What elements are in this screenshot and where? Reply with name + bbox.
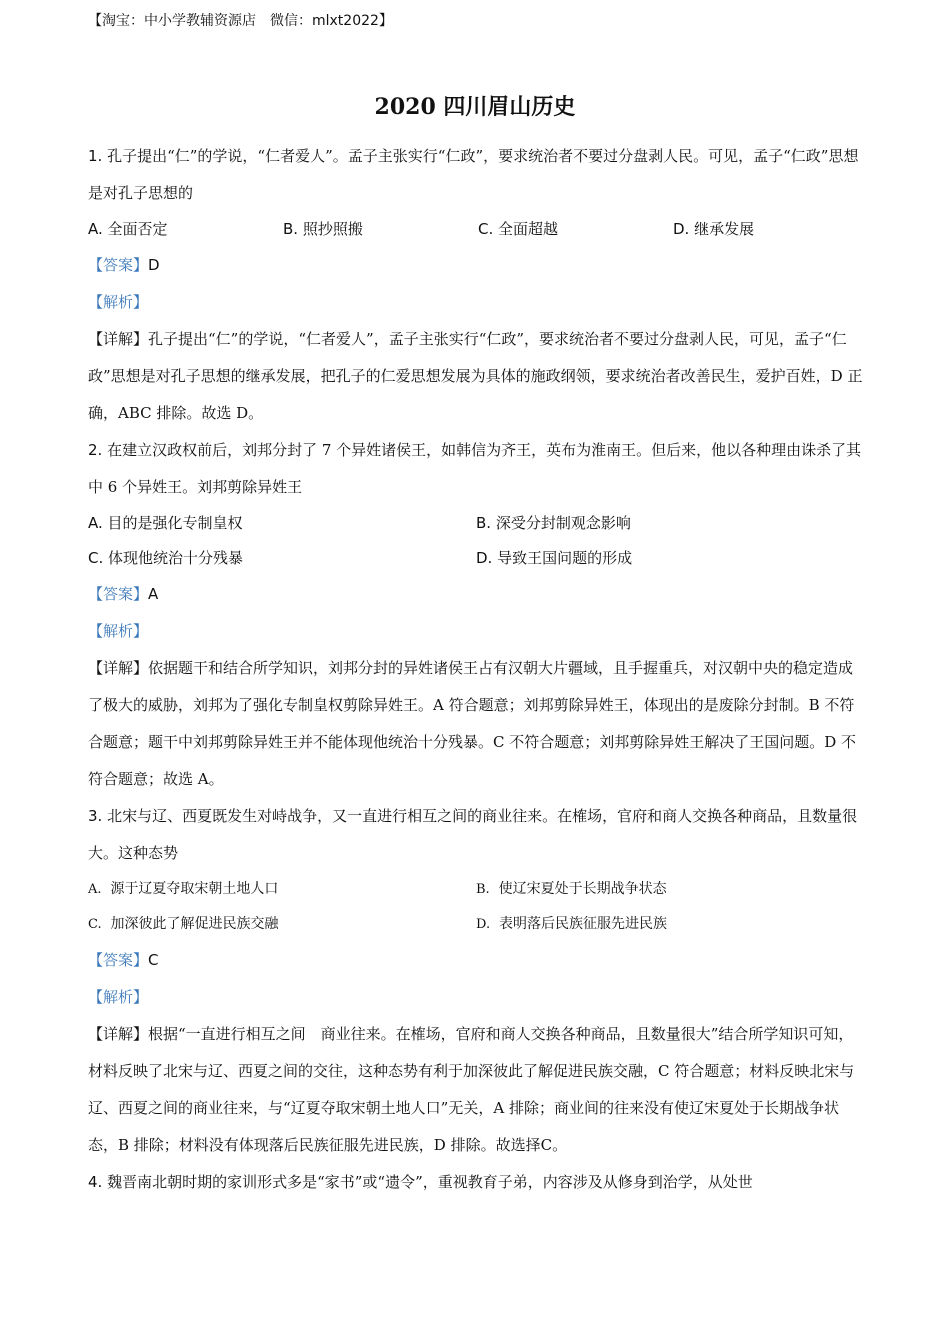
question-text: 北宋与辽、西夏既发生对峙战争，又一直进行相互之间的商业往来。在榷场，官府和商人交换各种商品，且数量很大。这种态势 [88,807,858,862]
analysis-tag: 【解析】 [88,293,149,311]
detail-paragraph [88,321,868,432]
option-d: D. 继承发展 [673,220,755,238]
options-row-1 [88,872,868,907]
option-a: A. 源于辽夏夺取宋朝土地人口 [88,881,279,897]
question-2 [88,432,868,798]
question-stem [88,432,868,506]
source-header: 【淘宝：中小学教辅资源店 微信：mlxt2022】 [88,13,393,29]
option-b: B. 照抄照搬 [283,220,363,238]
detail-text: 依据题干和结合所学知识，刘邦分封的异姓诸侯王占有汉朝大片疆域，且手握重兵，对汉朝中央的稳定造成了极大的威胁，刘邦为了强化专制皇权剪除异姓王。A 符合题意；刘邦剪除异姓王，体现出的是废除分封制。B 不符合题意；题干中刘邦剪除异姓王并不能体现他统治十分残暴。C 不符合题意；刘邦剪除异姓王解决了王国问题。D 不符合题意；故选 A。 [88,659,857,788]
analysis-line [88,284,868,321]
answer-tag: 【答案】 [88,951,149,969]
question-number: 2. [88,441,103,459]
analysis-tag: 【解析】 [88,988,149,1006]
answer-line [88,942,868,979]
question-1 [88,138,868,432]
question-text: 在建立汉政权前后，刘邦分封了 7 个异姓诸侯王，如韩信为齐王，英布为淮南王。但后来，他以各种理由诛杀了其中 6 个异姓王。刘邦剪除异姓王 [88,441,862,496]
option-b: B. 使辽宋夏处于长期战争状态 [476,881,667,897]
detail-tag: 【详解】 [88,659,149,677]
question-text: 孔子提出“仁”的学说，“仁者爱人”。孟子主张实行“仁政”，要求统治者不要过分盘剥人民。可见，孟子“仁政”思想是对孔子思想的 [88,147,859,202]
detail-paragraph [88,650,868,798]
answer-line [88,247,868,284]
option-b: B. 深受分封制观念影响 [476,514,631,532]
options-row-2 [88,541,868,576]
options-row-2 [88,907,868,942]
answer-line [88,576,868,613]
option-a: A. 全面否定 [88,220,168,238]
detail-paragraph [88,1016,868,1164]
analysis-line [88,979,868,1016]
option-c: C. 体现他统治十分残暴 [88,549,244,567]
detail-tag: 【详解】 [88,330,149,348]
document-body [88,138,868,1201]
question-stem [88,798,868,872]
detail-text: 孔子提出“仁”的学说，“仁者爱人”，孟子主张实行“仁政”，要求统治者不要过分盘剥人民，可见，孟子“仁政”思想是对孔子思想的继承发展，把孔子的仁爱思想发展为具体的施政纲领，要求统治者改善民生，爱护百姓，D 正确，ABC 排除。故选 D。 [88,330,863,422]
detail-tag: 【详解】 [88,1025,149,1043]
options [88,212,868,247]
analysis-tag: 【解析】 [88,622,149,640]
answer-value: D [148,256,160,274]
option-a: A. 目的是强化专制皇权 [88,514,243,532]
question-stem [88,1164,868,1201]
detail-text: 根据“一直进行相互之间 商业往来。在榷场，官府和商人交换各种商品，且数量很大”结合所学知识可知，材料反映了北宋与辽、西夏之间的交往，这种态势有利于加深彼此了解促进民族交融，C 符合题意；材料反映北宋与辽、西夏之间的商业往来，与“辽夏夺取宋朝土地人口”无关，A 排除；商业间的往来没有使辽宋夏处于长期战争状态，B 排除；材料没有体现落后民族征服先进民族，D 排除。故选择C。 [88,1025,855,1154]
option-c: C. 加深彼此了解促进民族交融 [88,916,279,932]
question-stem [88,138,868,212]
question-3 [88,798,868,1164]
answer-tag: 【答案】 [88,585,149,603]
option-d: D. 导致王国问题的形成 [476,549,633,567]
question-text: 魏晋南北朝时期的家训形式多是“家书”或“遗令”，重视教育子弟，内容涉及从修身到治学，从处世 [107,1173,753,1191]
question-number: 1. [88,147,103,165]
question-4 [88,1164,868,1201]
analysis-line [88,613,868,650]
option-c: C. 全面超越 [478,220,559,238]
question-number: 3. [88,807,103,825]
option-d: D. 表明落后民族征服先进民族 [476,916,667,932]
answer-tag: 【答案】 [88,256,149,274]
answer-value: A [148,585,159,603]
question-number: 4. [88,1173,103,1191]
page-title: 2020 四川眉山历史 [374,94,576,120]
options-row-1 [88,506,868,541]
answer-value: C [148,951,159,969]
